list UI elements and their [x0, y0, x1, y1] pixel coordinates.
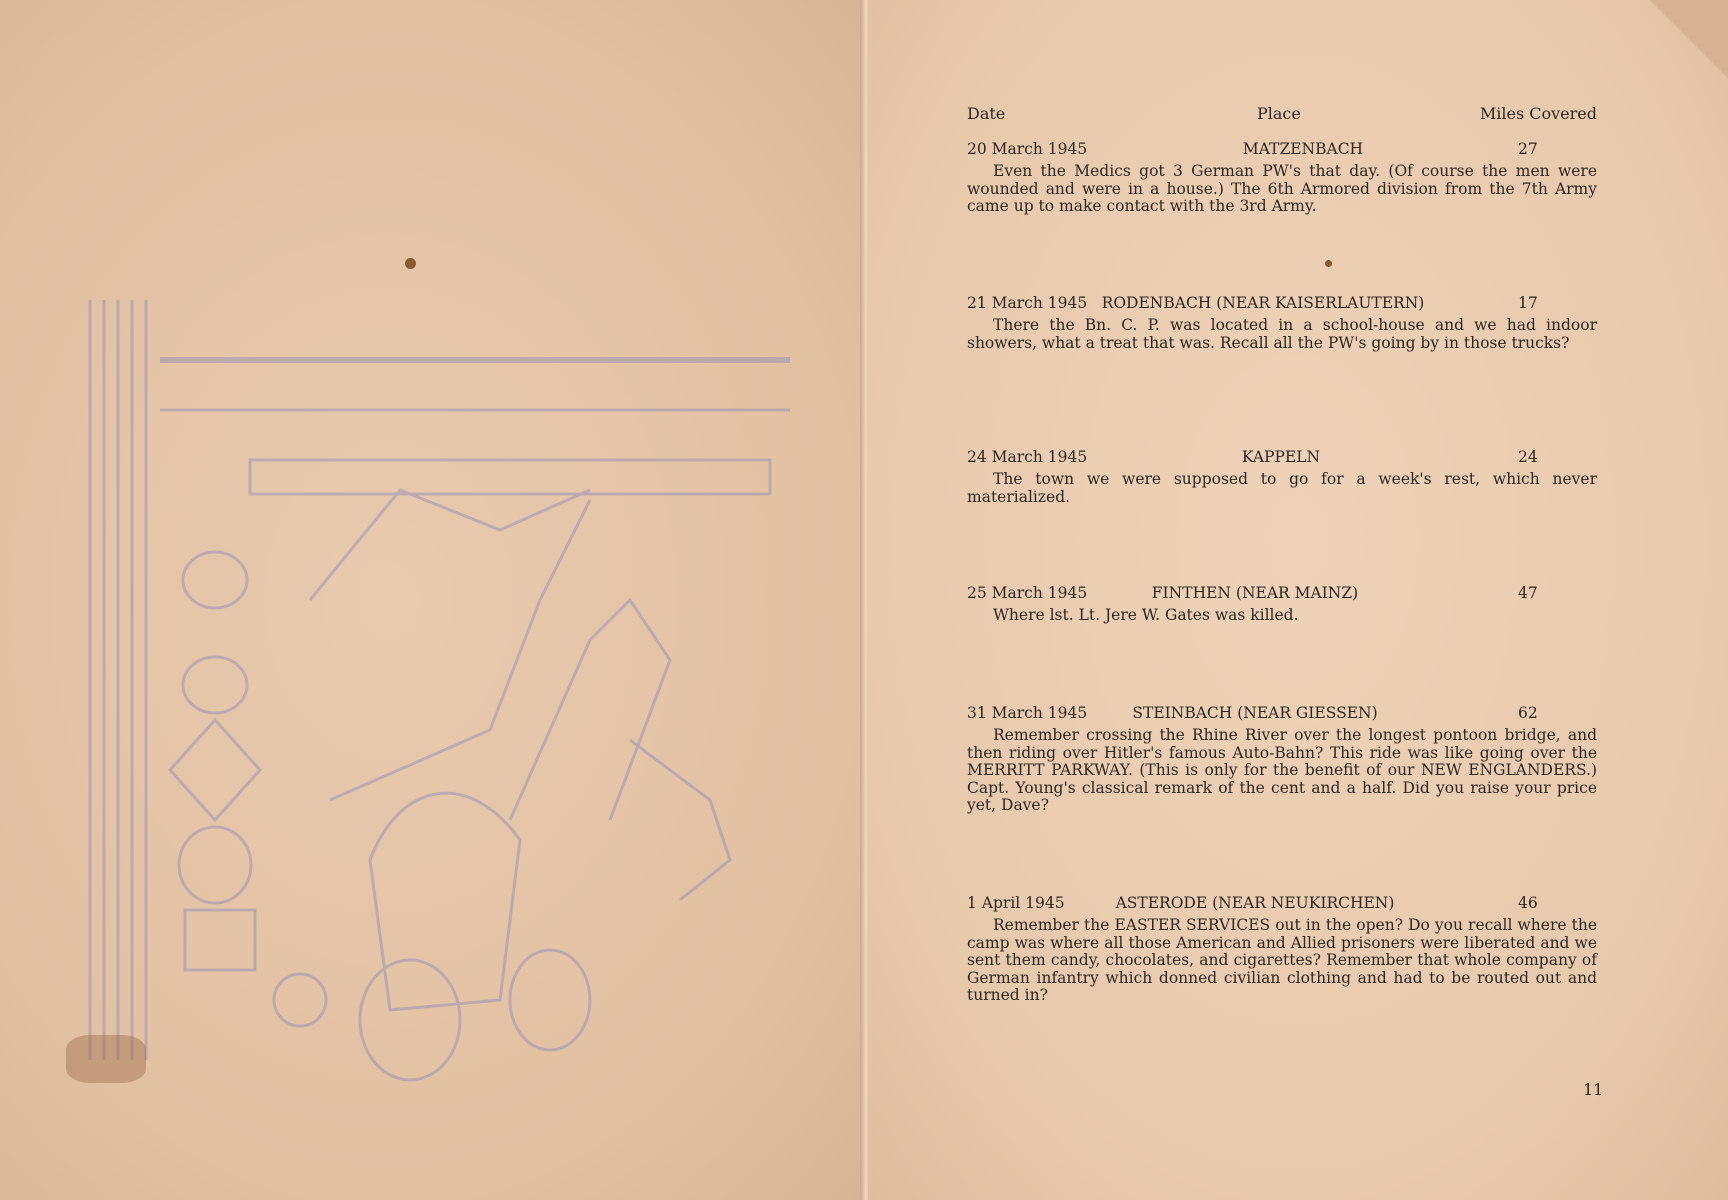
entry-place: RODENBACH (NEAR KAISERLAUTERN) [1101, 294, 1425, 312]
itinerary-log [967, 104, 1597, 1005]
log-entry [967, 894, 1597, 1005]
column-headers [967, 104, 1597, 124]
left-page [0, 0, 862, 1200]
header-date: Date [967, 104, 1006, 123]
folded-corner [1648, 0, 1728, 80]
entry-text: Remember the EASTER SERVICES out in the open? Do you recall where the camp was where all those American and Allied prisoners were liberated and we sent them candy, chocolates, and cigarettes? Remember that whole company of German infantry which donned civilian clothing and had to be routed out and turned in? [967, 916, 1597, 1005]
entry-miles: 47 [1518, 584, 1538, 602]
entry-text: The town we were supposed to go for a week's rest, which never materialized. [967, 470, 1597, 506]
log-entry [967, 140, 1597, 216]
entry-text: Where lst. Lt. Jere W. Gates was killed. [993, 606, 1299, 624]
entry-miles: 27 [1518, 140, 1538, 158]
entry-date: 31 March 1945 [967, 704, 1088, 722]
entry-place: FINTHEN (NEAR MAINZ) [1151, 584, 1359, 602]
log-entry [967, 704, 1597, 815]
header-miles: Miles Covered [1479, 104, 1597, 123]
entry-text: Even the Medics got 3 German PW's that day. (Of course the men were wounded and were in a house.) The 6th Armored division from the 7th Army came up to make contact with the 3rd Army. [967, 162, 1597, 216]
entry-place: MATZENBACH [1242, 140, 1364, 158]
entry-date: 20 March 1945 [967, 140, 1088, 158]
entry-date: 25 March 1945 [967, 584, 1088, 602]
stain-spot [1325, 260, 1332, 267]
entry-miles: 24 [1518, 448, 1538, 466]
entry-text: There the Bn. C. P. was located in a school-house and we had indoor showers, what a treat that was. Recall all the PW's going by in those trucks? [967, 316, 1597, 352]
entry-miles: 46 [1518, 894, 1538, 912]
log-entry [967, 294, 1597, 352]
stain-spot [66, 1035, 146, 1083]
entry-text: Remember crossing the Rhine River over the longest pontoon bridge, and then riding over Hitler's famous Auto-Bahn? This ride was like going over the MERRITT PARKWAY. (This is only for the benefit of our NEW ENGLANDERS.) Capt. Young's classical remark of the cent and a half. Did you raise your price yet, Dave? [967, 726, 1597, 815]
entry-place: KAPPELN [1241, 448, 1321, 466]
header-place: Place [1257, 104, 1301, 123]
entry-date: 24 March 1945 [967, 448, 1088, 466]
entry-place: STEINBACH (NEAR GIESSEN) [1132, 704, 1378, 722]
entry-place: ASTERODE (NEAR NEUKIRCHEN) [1115, 894, 1395, 912]
entry-date: 21 March 1945 [967, 294, 1088, 312]
log-entry [967, 584, 1597, 625]
entry-miles: 62 [1518, 704, 1538, 722]
page-number: 11 [1583, 1080, 1604, 1099]
stain-spot [405, 258, 416, 269]
entry-date: 1 April 1945 [967, 894, 1065, 912]
log-entry [967, 448, 1597, 506]
bleed-through-illustration [70, 300, 860, 1120]
entry-miles: 17 [1518, 294, 1538, 312]
